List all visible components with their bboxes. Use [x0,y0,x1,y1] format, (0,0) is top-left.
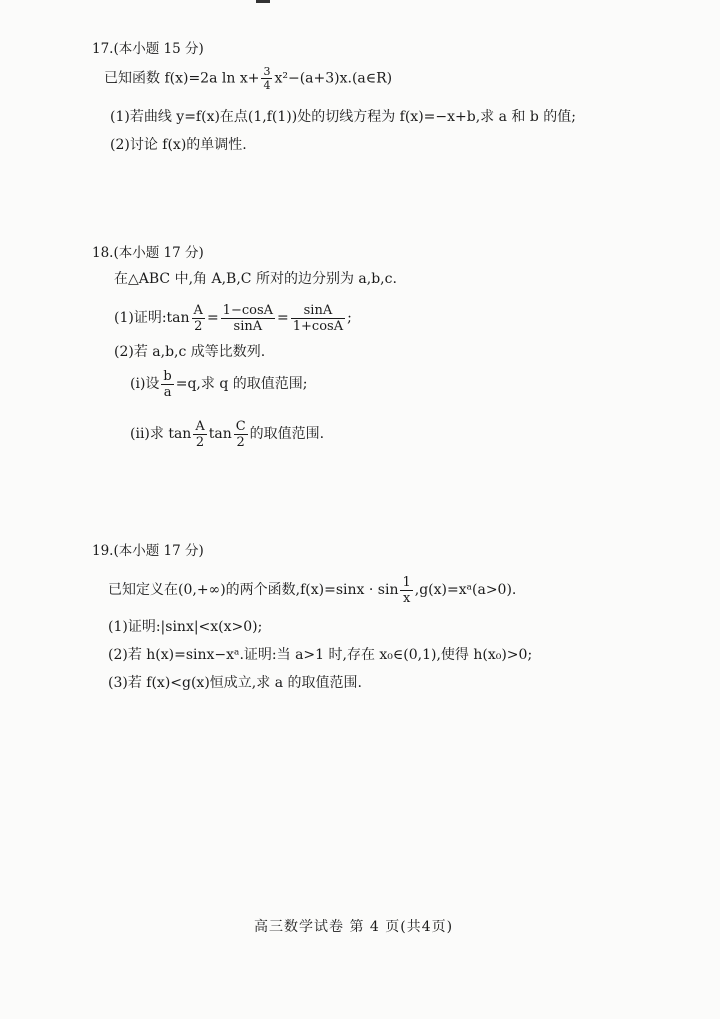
q17-intro-pre: 已知函数 f(x)=2a ln x+ [104,70,260,87]
q18-frac-a2-den: 2 [194,318,203,334]
q17-frac-den: 4 [263,79,271,92]
q18-header: 18.(本小题 17 分) [92,245,204,261]
q19-frac-den: x [402,590,411,606]
q18-sub2 [130,414,324,454]
q18-part1 [114,298,352,338]
q17-part1: (1)若曲线 y=f(x)在点(1,f(1))处的切线方程为 f(x)=−x+b,求 a 和 b 的值; [110,109,576,125]
q18-sub2-pre: (ii)求 tan [130,426,192,442]
q18-part2: (2)若 a,b,c 成等比数列. [114,344,266,360]
q17-header: 17.(本小题 15 分) [92,41,204,57]
q18-frac-sin-num: sinA [291,304,345,319]
q19-part3: (3)若 f(x)<g(x)恒成立,求 a 的取值范围. [108,675,362,691]
q18-frac-ba [161,370,173,399]
q17-intro-post: x²−(a+3)x.(a∈R) [274,70,393,87]
q18-sub2-mid: tan [208,426,232,442]
q19-intro-pre: 已知定义在(0,+∞)的两个函数,f(x)=sinx · sin [108,582,399,598]
q18-frac-c2 [234,420,248,449]
q19-frac-num: 1 [402,574,411,590]
q17-frac-num: 3 [263,65,271,78]
q18-frac-a2 [192,304,205,333]
q18-frac-a2b [193,420,206,449]
q19-header: 19.(本小题 17 分) [92,543,204,559]
q17-part2: (2)讨论 f(x)的单调性. [110,137,247,153]
q18-frac-sin-den: 1+cosA [292,318,344,334]
q19-frac-1x [400,576,412,605]
q17-intro [104,66,392,91]
q18-frac-c2-den: 2 [236,434,245,450]
q18-sub1-pre: (i)设 [130,376,160,392]
q18-frac-ba-den: a [163,384,172,400]
q18-frac-cos [221,304,275,333]
page-footer: 高三数学试卷 第 4 页(共4页) [254,919,454,935]
q18-sub1 [130,364,307,404]
q19-part2: (2)若 h(x)=sinx−xᵃ.证明:当 a>1 时,存在 x₀∈(0,1),使得 h(x₀)>0; [108,647,533,663]
q18-frac-a2-num: A [193,302,203,318]
q18-frac-cos-den: sinA [233,318,263,334]
q19-part1: (1)证明:|sinx|<x(x>0); [108,619,263,635]
q18-eq1: = [206,310,219,326]
q18-part1-pre: (1)证明:tan [114,310,190,326]
q18-intro: 在△ABC 中,角 A,B,C 所对的边分别为 a,b,c. [114,271,397,287]
q18-frac-cos-num: 1−cosA [222,302,274,318]
q18-frac-sin [291,304,345,333]
q18-part1-post: ; [347,310,352,326]
q18-frac-c2-num: C [235,418,246,434]
q19-intro [108,570,516,610]
q18-frac-ba-num: b [163,368,172,384]
q18-sub1-post: =q,求 q 的取值范围; [175,376,308,392]
q18-eq2: = [277,310,289,326]
q18-frac-a2b-den: 2 [195,434,205,450]
q18-frac-a2b-num: A [195,418,205,434]
q18-sub2-post: 的取值范围. [249,426,325,442]
scan-mark [256,0,270,3]
q17-fraction [261,66,272,91]
q19-intro-post: ,g(x)=xᵃ(a>0). [414,582,517,598]
